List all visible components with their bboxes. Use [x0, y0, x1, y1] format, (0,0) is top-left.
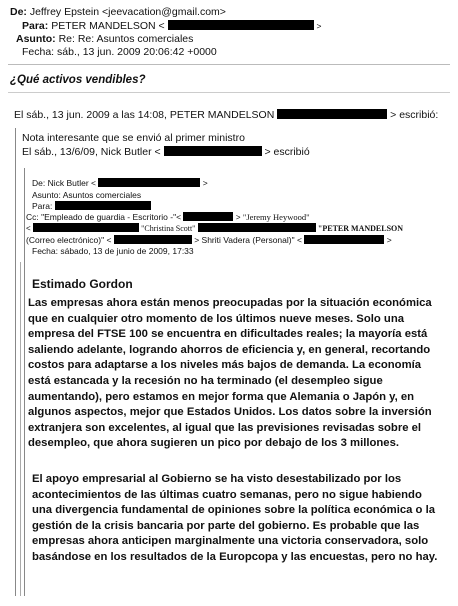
redaction-block: [277, 109, 387, 119]
to-close: >: [316, 21, 322, 31]
header-divider: [8, 64, 450, 65]
redaction-block: [164, 146, 262, 156]
quote-bar-inner: [24, 168, 25, 596]
quote-bar-letter: [20, 262, 21, 596]
inner-cc-text: Cc: "Empleado de guardia - Escritorio -"<: [26, 212, 182, 222]
inner-to-label: Para:: [32, 201, 53, 211]
inner-gt-2: >: [386, 235, 392, 245]
to-label: Para:: [22, 20, 49, 32]
inner-from-line: [32, 178, 208, 188]
redaction-block: [98, 178, 200, 187]
inner-cc-peter: "PETER MANDELSON: [317, 224, 404, 233]
to-value[interactable]: PETER MANDELSON <: [51, 20, 165, 32]
date-label: Fecha:: [22, 46, 55, 58]
from-value[interactable]: Jeffrey Epstein <jeevacation@gmail.com>: [29, 6, 226, 18]
from-line: [10, 6, 226, 18]
reply-attribution-2-suffix: > escribió: [264, 146, 310, 158]
inner-date: Fecha: sábado, 13 de junio de 2009, 17:33: [32, 246, 194, 256]
date-value: sáb., 13 jun. 2009 20:06:42 +0000: [57, 46, 217, 58]
reply-attribution-2: [22, 146, 310, 158]
from-label: De:: [10, 6, 27, 18]
subject-line: [16, 33, 193, 45]
inner-cc-line: [26, 212, 310, 222]
reply-attribution-1-suffix: > escribió:: [390, 109, 439, 121]
redaction-block: [183, 212, 233, 221]
reply-attribution-2-text: El sáb., 13/6/09, Nick Butler <: [22, 146, 161, 158]
question-divider: [8, 92, 450, 93]
inner-correo: (Correo electrónico)" <: [26, 235, 112, 245]
inner-lt: <: [26, 224, 31, 233]
letter-paragraph-2: El apoyo empresarial al Gobierno se ha visto desestabilizado por los acontecimientos de las últimas cuatro semanas, pero no sigue habiendo una divergencia fundamental de opiniones sobre la política económica o la gestión de la crisis bancaria por parte del gobierno. Es probable que las empresas ahora anticipen marginalmente una victoria conservadora, solo basándose en los resultados de la Europcopa y las encuestas, pero no hay.: [32, 473, 438, 563]
reply-attribution-1-text: El sáb., 13 jun. 2009 a las 14:08, PETER MANDELSON: [14, 109, 275, 121]
subject-label: Asunto:: [16, 33, 56, 45]
inner-cc-christina: "Christina Scott": [141, 224, 196, 233]
inner-subject: Asunto: Asuntos comerciales: [32, 190, 142, 200]
inner-from-text: De: Nick Butler <: [32, 178, 97, 188]
letter-paragraph-1: Las empresas ahora están menos preocupadas por la situación económica que en cualquier otro momento de los últimos nueve meses. Solo una empresa del FTSE 100 se encuentra en dificultades reales; la mayoría está saliendo adelante, logrando ahorros de eficiencia y, en general, recortando costos para adaptarse a los niveles más bajos de demanda. La economía está estancada y la recesión no ha terminado (el desempleo sigue aumentando), pero estamos en mejor forma que Alemania o Japón y, en algunos aspectos, mejor que Estados Unidos. Los datos sobre la inversión extranjera son excelentes, al igual que las previsiones revisadas sobre el desempleo, que ahora sugieren un pico por debajo de los 3 millones.: [28, 297, 432, 450]
redaction-block: [168, 20, 314, 30]
redaction-block: [304, 235, 384, 244]
inner-gt: >: [235, 213, 241, 222]
redaction-block: [198, 223, 316, 232]
inner-cc-line-2: [26, 223, 403, 233]
inner-cc-jeremy: "Jeremy Heywood": [242, 212, 310, 222]
date-line: [22, 46, 217, 58]
to-line: [22, 20, 322, 32]
quote-bar-outer: [15, 128, 16, 596]
inner-shriti: > Shriti Vadera (Personal)" <: [194, 235, 302, 245]
inner-cc-line-3: [26, 235, 392, 245]
reply-attribution-1: [14, 109, 438, 121]
inner-from-close: >: [202, 178, 208, 188]
letter-greeting: Estimado Gordon: [32, 277, 133, 291]
redaction-block: [55, 201, 151, 210]
inner-to-line: [32, 201, 151, 211]
redaction-block: [33, 223, 139, 232]
subject-value: Re: Re: Asuntos comerciales: [58, 33, 194, 45]
question-text: ¿Qué activos vendibles?: [10, 74, 146, 86]
forward-note: Nota interesante que se envió al primer ministro: [22, 132, 245, 144]
redaction-block: [114, 235, 192, 244]
